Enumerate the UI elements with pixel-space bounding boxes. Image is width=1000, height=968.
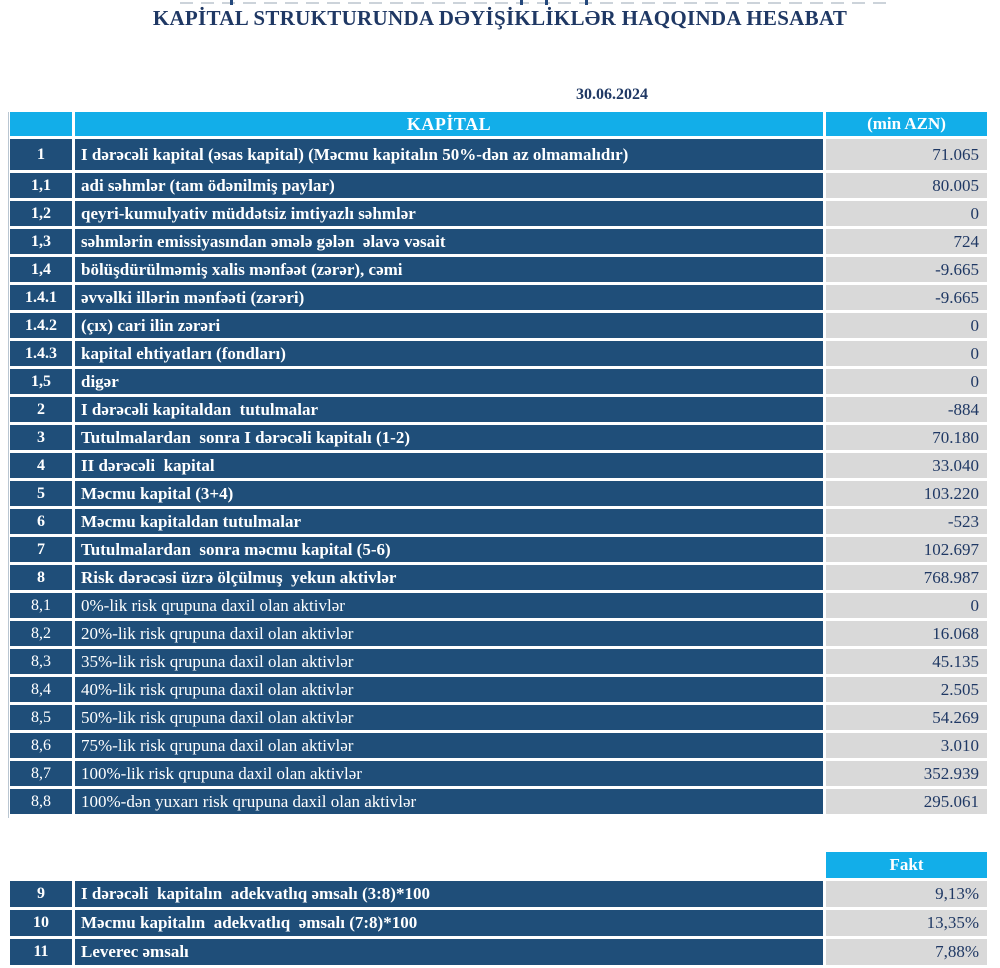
row-label: 0%-lik risk qrupuna daxil olan aktivlər xyxy=(75,593,823,618)
row-number: 4 xyxy=(10,453,72,478)
row-value: 9,13% xyxy=(826,881,987,907)
row-label: 40%-lik risk qrupuna daxil olan aktivlər xyxy=(75,677,823,702)
row-label: digər xyxy=(75,369,823,394)
table-row xyxy=(10,761,987,786)
row-label: Risk dərəcəsi üzrə ölçülmuş yekun aktivlər xyxy=(75,565,823,590)
row-number: 1,4 xyxy=(10,257,72,282)
row-value: 16.068 xyxy=(826,621,987,646)
row-label: (çıx) cari ilin zərəri xyxy=(75,313,823,338)
table-row xyxy=(10,881,987,907)
row-value: 0 xyxy=(826,593,987,618)
table-row xyxy=(10,139,987,170)
table-row xyxy=(10,621,987,646)
row-value: 2.505 xyxy=(826,677,987,702)
row-label: Tutulmalardan sonra I dərəcəli kapitalı (1-2) xyxy=(75,425,823,450)
row-value: 724 xyxy=(826,229,987,254)
row-value: 54.269 xyxy=(826,705,987,730)
fakt-column-header: Fakt xyxy=(826,852,987,878)
table-row xyxy=(10,229,987,254)
row-label: Leverec əmsalı xyxy=(75,939,823,965)
row-label: səhmlərin emissiyasından əmələ gələn əlavə vəsait xyxy=(75,229,823,254)
table-row xyxy=(10,341,987,366)
row-label: 100%-dən yuxarı risk qrupuna daxil olan aktivlər xyxy=(75,789,823,814)
row-number: 8,7 xyxy=(10,761,72,786)
row-value: 0 xyxy=(826,341,987,366)
row-value: 295.061 xyxy=(826,789,987,814)
cropped-text-mark xyxy=(545,0,548,5)
table-row xyxy=(10,789,987,814)
row-number: 9 xyxy=(10,881,72,907)
table-row xyxy=(10,453,987,478)
row-value: 71.065 xyxy=(826,139,987,170)
row-number: 7 xyxy=(10,537,72,562)
row-label: bölüşdürülməmiş xalis mənfəət (zərər), cəmi xyxy=(75,257,823,282)
table-row xyxy=(10,565,987,590)
row-number: 5 xyxy=(10,481,72,506)
row-label: I dərəcəli kapital (əsas kapital) (Məcmu kapitalın 50%-dən az olmamalıdır) xyxy=(75,139,823,170)
blank-cell xyxy=(75,852,823,878)
table-row xyxy=(10,705,987,730)
table-row xyxy=(10,313,987,338)
row-label: adi səhmlər (tam ödənilmiş paylar) xyxy=(75,173,823,198)
cropped-text-mark xyxy=(520,0,523,5)
table-row xyxy=(10,285,987,310)
row-value: 0 xyxy=(826,313,987,338)
row-label: Tutulmalardan sonra məcmu kapital (5-6) xyxy=(75,537,823,562)
row-label: Məcmu kapital (3+4) xyxy=(75,481,823,506)
table-row xyxy=(10,649,987,674)
row-label: 50%-lik risk qrupuna daxil olan aktivlər xyxy=(75,705,823,730)
row-number: 1.4.1 xyxy=(10,285,72,310)
row-number: 10 xyxy=(10,910,72,936)
row-number: 6 xyxy=(10,509,72,534)
row-value: 102.697 xyxy=(826,537,987,562)
ratios-table xyxy=(7,849,990,968)
row-number: 8 xyxy=(10,565,72,590)
unit-column-header: (min AZN) xyxy=(826,112,987,136)
ratios-header-row xyxy=(10,852,987,878)
row-label: 100%-lik risk qrupuna daxil olan aktivlər xyxy=(75,761,823,786)
cropped-text-dashes xyxy=(180,2,892,4)
row-label: Məcmu kapitaldan tutulmalar xyxy=(75,509,823,534)
number-column-header xyxy=(10,112,72,136)
row-number: 1 xyxy=(10,139,72,170)
table-row xyxy=(10,257,987,282)
row-value: 3.010 xyxy=(826,733,987,758)
table-row xyxy=(10,369,987,394)
row-value: -884 xyxy=(826,397,987,422)
table-row xyxy=(10,593,987,618)
row-number: 8,5 xyxy=(10,705,72,730)
cropped-text-mark xyxy=(230,0,233,5)
row-value: 0 xyxy=(826,201,987,226)
row-label: qeyri-kumulyativ müddətsiz imtiyazlı səhmlər xyxy=(75,201,823,226)
table-header-row xyxy=(10,112,987,136)
table-row xyxy=(10,481,987,506)
row-label: 20%-lik risk qrupuna daxil olan aktivlər xyxy=(75,621,823,646)
row-value: 7,88% xyxy=(826,939,987,965)
cropped-text-remnant xyxy=(0,0,1000,5)
row-value: -9.665 xyxy=(826,285,987,310)
row-label: 75%-lik risk qrupuna daxil olan aktivlər xyxy=(75,733,823,758)
row-label: əvvəlki illərin mənfəəti (zərəri) xyxy=(75,285,823,310)
row-number: 1,2 xyxy=(10,201,72,226)
row-label: 35%-lik risk qrupuna daxil olan aktivlər xyxy=(75,649,823,674)
row-label: Məcmu kapitalın adekvatlıq əmsalı (7:8)*100 xyxy=(75,910,823,936)
row-number: 8,1 xyxy=(10,593,72,618)
row-number: 8,4 xyxy=(10,677,72,702)
row-label: I dərəcəli kapitaldan tutulmalar xyxy=(75,397,823,422)
row-value: 33.040 xyxy=(826,453,987,478)
row-number: 3 xyxy=(10,425,72,450)
row-number: 1.4.3 xyxy=(10,341,72,366)
row-value: -523 xyxy=(826,509,987,534)
row-number: 8,8 xyxy=(10,789,72,814)
row-value: -9.665 xyxy=(826,257,987,282)
row-value: 45.135 xyxy=(826,649,987,674)
row-number: 8,6 xyxy=(10,733,72,758)
row-label: II dərəcəli kapital xyxy=(75,453,823,478)
table-row xyxy=(10,173,987,198)
row-number: 1.4.2 xyxy=(10,313,72,338)
table-row xyxy=(10,425,987,450)
table-row xyxy=(10,939,987,965)
row-number: 8,3 xyxy=(10,649,72,674)
table-row xyxy=(10,537,987,562)
report-date: 30.06.2024 xyxy=(576,86,648,103)
row-value: 80.005 xyxy=(826,173,987,198)
page-title: KAPİTAL STRUKTURUNDA DƏYİŞİKLİKLƏR HAQQINDA HESABAT xyxy=(152,6,848,30)
row-label: kapital ehtiyatları (fondları) xyxy=(75,341,823,366)
capital-table xyxy=(7,109,990,817)
row-value: 103.220 xyxy=(826,481,987,506)
table-row xyxy=(10,201,987,226)
table-row xyxy=(10,677,987,702)
table-row xyxy=(10,910,987,936)
table-row xyxy=(10,733,987,758)
blank-cell xyxy=(10,852,72,878)
row-value: 0 xyxy=(826,369,987,394)
row-number: 2 xyxy=(10,397,72,422)
kapital-column-header: KAPİTAL xyxy=(75,112,823,136)
row-value: 768.987 xyxy=(826,565,987,590)
row-label: I dərəcəli kapitalın adekvatlıq əmsalı (3:8)*100 xyxy=(75,881,823,907)
row-value: 352.939 xyxy=(826,761,987,786)
row-number: 1,1 xyxy=(10,173,72,198)
row-number: 11 xyxy=(10,939,72,965)
row-value: 70.180 xyxy=(826,425,987,450)
row-value: 13,35% xyxy=(826,910,987,936)
table-row xyxy=(10,397,987,422)
table-row xyxy=(10,509,987,534)
cropped-text-mark xyxy=(585,0,588,5)
row-number: 1,5 xyxy=(10,369,72,394)
row-number: 8,2 xyxy=(10,621,72,646)
row-number: 1,3 xyxy=(10,229,72,254)
